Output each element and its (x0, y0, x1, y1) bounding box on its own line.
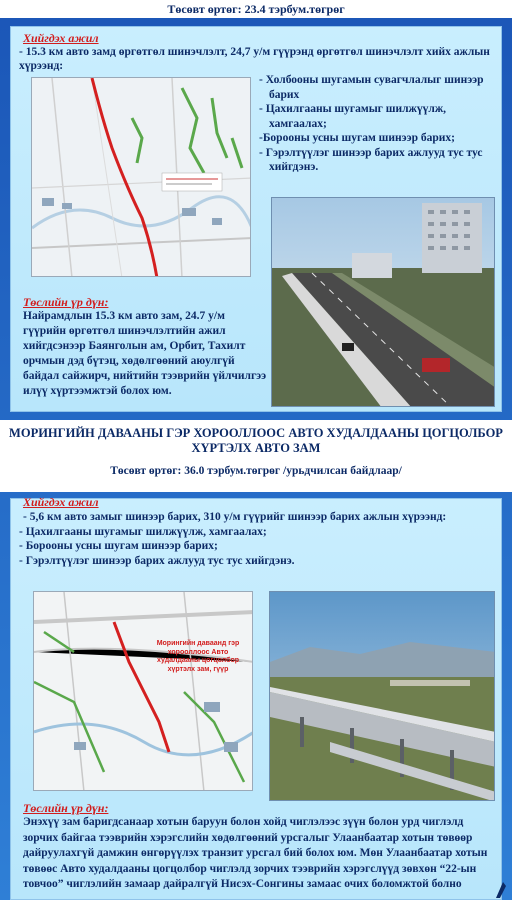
work-header-1: Хийгдэх ажил (23, 31, 99, 45)
project-panel-2 (10, 495, 502, 900)
work-intro-1: - 15.3 км авто замд өргөтгөл шинэчлэлт, 24,7 у/м гүүрэнд өргөтгөл шинэчлэлт хийх ажлын хүрээнд: (19, 46, 490, 72)
bullet-2-4: - Гэрэлтүүлэг шинээр барих ажлууд тус тус хийгдэнэ. (19, 554, 295, 567)
bridge-render-2-graphic (270, 592, 495, 801)
route-map-1-graphic (32, 78, 251, 277)
bullet-1-4: - Гэрэлтүүлэг шинээр барих ажлууд тус тус хийгдэнэ. (259, 146, 483, 173)
result-header-2: Төслийн үр дүн: (23, 801, 109, 815)
bullet-2-3: - Бороoны усны шугам шинээр барих; (19, 540, 218, 552)
section2-budget: Төсөвт өртөг: 36.0 тэрбум.төгрөг /урьдчилсан байдлаар/ (110, 465, 402, 477)
route-map-2-graphic (34, 592, 253, 791)
work-bullets-2 (19, 510, 495, 568)
result-text-1: Найрамдлын 15.3 км авто зам, 24.7 у/м гүүрийн өргөтгөл шинэчлэлтийн ажил хийгдсэнээр Баянголын ам, Орбит, Тахилт орчмын дэд бүтэц, хөдөлгөөний аюулгүй байдал сайжирч, нийтийн тээврийн үйлчилгээ илүү хүртээмжтэй болох юм. (23, 310, 267, 397)
route-map-1 (31, 77, 251, 277)
road-render-1 (271, 197, 495, 407)
work-header-2: Хийгдэх ажил (23, 495, 99, 509)
corner-logo-icon (494, 880, 508, 898)
section2-title: МОРИНГИЙН ДАВААНЫ ГЭР ХОРООЛЛООС АВТО ХУДАЛДААНЫ ЦОГЦОЛБОР ХҮРТЭЛХ АВТО ЗАМ (9, 426, 503, 455)
section1-budget: Төсөвт өртөг: 23.4 тэрбум.төгрөг (0, 0, 512, 18)
project-panel-1 (10, 26, 502, 412)
bullet-2-1: - 5,6 км авто замыг шинээр барих, 310 у/м гүүрийг шинээр барих ажлын хүрээнд: (23, 511, 447, 523)
bullet-2-2: - Цахилгааны шугамыг шилжүүлж, хамгаалах; (19, 525, 267, 538)
result-text-2: Энэхүү зам баригдсанаар хотын баруун болон хойд чиглэлээс зүүн болон урд чиглэлд зорчих байгаа тээврийн хэрэгслийн хөдөлгөөний урсгалыг Улаанбаатар хотын төвөөр дайруулахгүй дамжин өнгөрүүлэх транзит урсгал бий болох юм. Мөн Улаанбаатар хотын төвөөс Авто худалдааны цогцолбор чиглэлд зорчих тээврийн хэрэгслүүд зөвхөн “22-ын товчоо” чиглэлийн замаар дайралгүй Нисэх-Сонгины замаас очих боломжтой болно (23, 816, 488, 890)
route-map-2 (33, 591, 253, 791)
bullet-1-1: - Холбооны шугамын сувагчлалыг шинээр барих (259, 74, 484, 101)
road-render-1-graphic (272, 198, 495, 407)
bullet-1-3: -Бороoны усны шугам шинээр барих; (259, 132, 455, 144)
map-2-label: Морингийн даваанд гэр хорооллоос Авто худалдааны цогцолбор хүртэлх зам, гүүр (156, 640, 240, 673)
result-header-1: Төслийн үр дүн: (23, 295, 109, 309)
bullet-1-2: - Цахилгааны шугамыг шилжүүлж, хамгаалах; (259, 103, 447, 130)
section2-band (0, 420, 512, 492)
work-bullets-1 (259, 73, 495, 175)
bridge-render-2 (269, 591, 495, 801)
